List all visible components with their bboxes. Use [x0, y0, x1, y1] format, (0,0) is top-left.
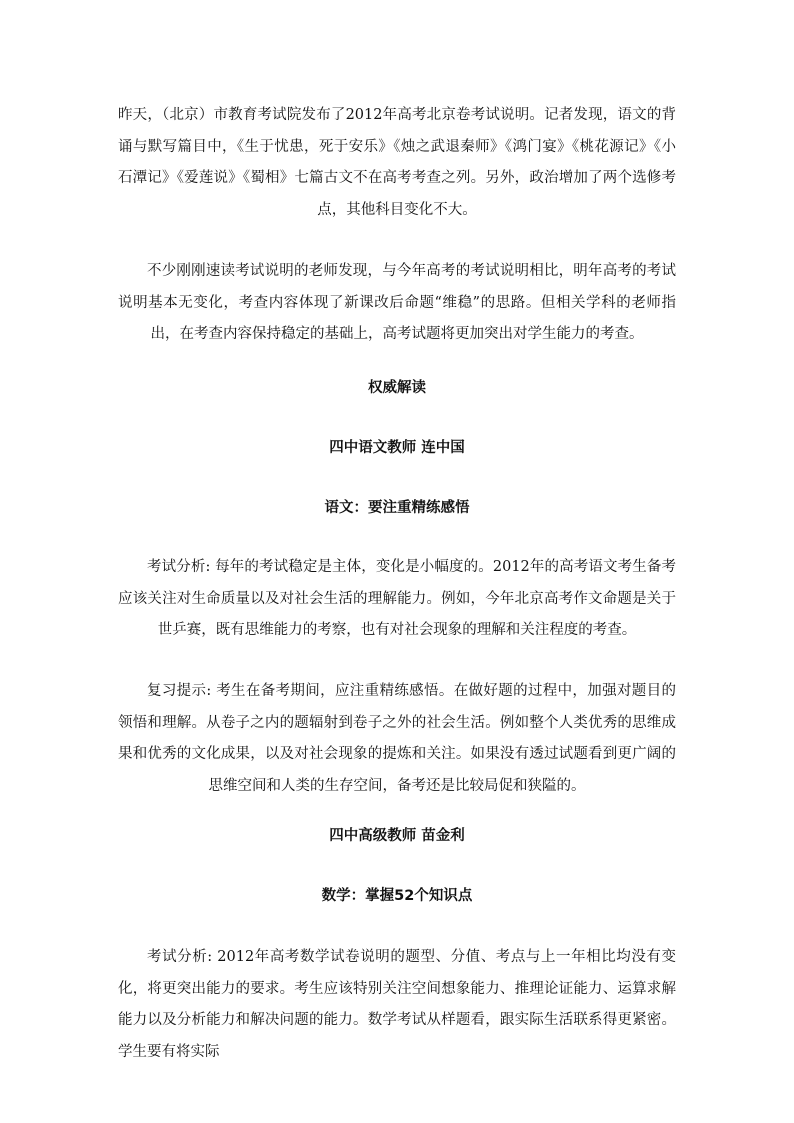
chinese-subject-heading: 语文：要注重精练感悟: [324, 500, 470, 516]
teachers-observation-paragraph: 不少刚刚速读考试说明的老师发现，与今年高考的考试说明相比，明年高考的考试说明基本无变化，考查内容体现了新课改后命题“维稳”的思路。但相关学科的老师指出，在考查内容保持稳定的基础上，高考试题将更加突出对学生能力的考查。: [118, 263, 676, 342]
chinese-exam-analysis-paragraph: 考试分析: 每年的考试稳定是主体，变化是小幅度的。2012年的高考语文考生备考应该关注对生命质量以及对社会生活的理解能力。例如，今年北京高考作文命题是关于世乒赛，既有思维能力的考察，也有对社会现象的理解和关注程度的考查。: [118, 559, 676, 638]
math-exam-analysis-paragraph: 考试分析: 2012年高考数学试卷说明的题型、分值、考点与上一年相比均没有变化，将更突出能力的要求。考生应该特别关注空间想象能力、推理论证能力、运算求解能力以及分析能力和解决问题的能力。数学考试从样题看，跟实际生活联系得更紧密。学生要有将实际: [118, 949, 676, 1060]
section-heading: 权威解读: [368, 380, 426, 396]
intro-paragraph: 昨天，（北京）市教育考试院发布了2012年高考北京卷考试说明。记者发现，语文的背诵与默写篇目中，《生于忧患，死于安乐》《烛之武退秦师》《鸿门宴》《桃花源记》《小石潭记》《爱莲说》《蜀相》七篇古文不在高考考查之列。另外，政治增加了两个选修考点，其他科目变化不大。: [118, 107, 676, 218]
math-subject-heading: 数学：掌握52个知识点: [321, 888, 473, 904]
chinese-review-tips-paragraph: 复习提示: 考生在备考期间，应注重精练感悟。在做好题的过程中，加强对题目的领悟和理解。从卷子之内的题辐射到卷子之外的社会生活。例如整个人类优秀的思维成果和优秀的文化成果，以及对社会现象的提炼和关注。如果没有透过试题看到更广阔的思维空间和人类的生存空间，备考还是比较局促和狭隘的。: [118, 683, 676, 794]
teacher-name-chinese: 四中语文教师 连中国: [329, 440, 465, 456]
teacher-name-math: 四中高级教师 苗金利: [329, 828, 465, 844]
